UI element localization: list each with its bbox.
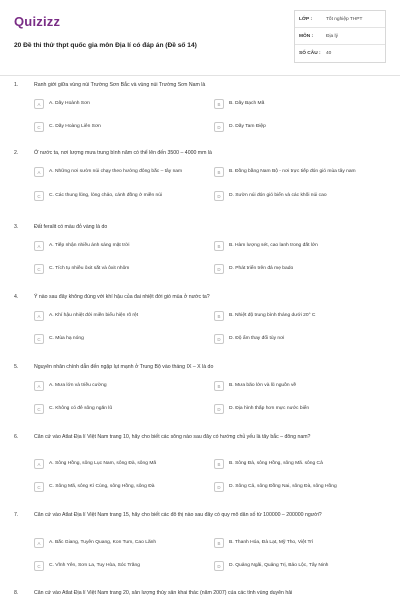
option-text: D. Dãy Tam Điệp xyxy=(229,123,266,129)
option-d[interactable] xyxy=(214,332,384,346)
option-a[interactable] xyxy=(34,536,214,550)
option-c[interactable] xyxy=(34,120,214,134)
option-letter: C xyxy=(34,482,44,492)
option-c[interactable] xyxy=(34,332,214,346)
option-letter: D xyxy=(214,264,224,274)
option-letter: C xyxy=(34,122,44,132)
meta-value: Tốt nghiệp THPT xyxy=(326,16,363,22)
quizizz-logo: Quizizz xyxy=(14,14,61,29)
option-letter: A xyxy=(34,311,44,321)
option-text: D. Sông Cả, sông Đồng Nai, sông Đà, sông Hồng xyxy=(229,483,337,489)
option-text: A. Mưa lớn và triều cường xyxy=(49,382,107,388)
meta-row-class xyxy=(295,11,385,28)
option-text: C. Dãy Hoàng Liên Sơn xyxy=(49,123,101,129)
option-text: D. Độ ẩm thay đổi tùy nơi xyxy=(229,335,285,341)
option-b[interactable] xyxy=(214,239,384,253)
option-letter: D xyxy=(214,122,224,132)
option-a[interactable] xyxy=(34,165,214,179)
option-letter: D xyxy=(214,482,224,492)
option-text: C. Vĩnh Yên, Sơn La, Tuy Hòa, Sóc Trăng xyxy=(49,562,140,568)
question-text: Căn cứ vào Atlat Địa lí Việt Nam trang 15, hãy cho biết các đô thị nào sau đây có quy mô dân số từ 100000 – 200000 người? xyxy=(34,512,322,518)
option-a[interactable] xyxy=(34,97,214,111)
option-letter: D xyxy=(214,191,224,201)
option-text: A. Bắc Giang, Tuyên Quang, Kon Tum, Cao Lãnh xyxy=(49,539,157,545)
question-number: 7. xyxy=(14,512,19,518)
option-text: C. Sông Mã, sông Kì Cùng, sông Hồng, sông Đà xyxy=(49,483,155,489)
option-d[interactable] xyxy=(214,189,384,203)
meta-table xyxy=(294,10,386,63)
option-letter: C xyxy=(34,561,44,571)
option-letter: B xyxy=(214,381,224,391)
option-letter: A xyxy=(34,459,44,469)
question-text: Căn cứ vào Atlat Địa lí Việt Nam trang 20, sản lượng thủy sản khai thác (năm 2007) của các tỉnh vùng duyên hải xyxy=(34,590,293,596)
meta-key: SỐ CÂU : xyxy=(299,51,321,56)
meta-row-count xyxy=(295,45,385,62)
header xyxy=(14,10,386,66)
meta-value: Địa lý xyxy=(326,33,338,39)
option-text: C. Mùa hạ nóng xyxy=(49,335,84,341)
option-letter: A xyxy=(34,381,44,391)
question-text: Ở nước ta, nơi lượng mưa trung bình năm có thể lên đến 3500 – 4000 mm là xyxy=(34,150,212,156)
option-text: B. Nhiệt độ trung bình tháng dưới 20° C xyxy=(229,312,316,318)
option-a[interactable] xyxy=(34,379,214,393)
option-text: B. Thanh Hóa, Đà Lạt, Mỹ Tho, Việt Trì xyxy=(229,539,314,545)
option-letter: A xyxy=(34,538,44,548)
option-letter: B xyxy=(214,167,224,177)
option-text: B. Dãy Bạch Mã xyxy=(229,100,265,106)
option-d[interactable] xyxy=(214,120,384,134)
question-text: Ranh giới giữa vùng núi Trường Sơn Bắc và vùng núi Trường Sơn Nam là xyxy=(34,82,206,88)
option-c[interactable] xyxy=(34,189,214,203)
question-number: 8. xyxy=(14,590,19,596)
option-d[interactable] xyxy=(214,402,384,416)
option-c[interactable] xyxy=(34,402,214,416)
option-text: C. Tích tụ nhiều ôxit sắt và ôxit nhôm xyxy=(49,265,130,271)
option-text: D. Quảng Ngãi, Quảng Trị, Bảo Lộc, Tây Ninh xyxy=(229,562,329,568)
option-b[interactable] xyxy=(214,97,384,111)
option-letter: A xyxy=(34,167,44,177)
option-letter: B xyxy=(214,311,224,321)
option-d[interactable] xyxy=(214,262,384,276)
option-letter: C xyxy=(34,191,44,201)
option-letter: D xyxy=(214,404,224,414)
option-a[interactable] xyxy=(34,309,214,323)
option-text: B. Đồng bằng Nam Bộ - nơi trực tiếp đón gió mùa tây nam xyxy=(229,168,356,174)
option-text: B. Sông Đà, sông Hồng, sông Mã. sông Cả xyxy=(229,460,323,466)
option-text: A. Khí hậu nhiệt đới miền biểu hiện rõ rệt xyxy=(49,312,139,318)
option-c[interactable] xyxy=(34,559,214,573)
option-text: A. Dãy Hoành Sơn xyxy=(49,100,90,106)
option-c[interactable] xyxy=(34,262,214,276)
option-text: C. Không có đê sông ngăn lũ xyxy=(49,405,113,411)
option-letter: B xyxy=(214,99,224,109)
option-b[interactable] xyxy=(214,536,384,550)
option-a[interactable] xyxy=(34,239,214,253)
question-text: Căn cứ vào Atlat Địa lí Việt Nam trang 10, hãy cho biết các sông nào sau đây có hướng chủ yếu là tây bắc – đông nam? xyxy=(34,434,311,440)
option-c[interactable] xyxy=(34,480,214,494)
option-letter: C xyxy=(34,404,44,414)
option-letter: C xyxy=(34,264,44,274)
document-title: 20 Đề thi thử thpt quốc gia môn Địa lí có đáp án (Đề số 14) xyxy=(14,42,197,49)
option-b[interactable] xyxy=(214,379,384,393)
option-text: A. Tiếp nhận nhiều ánh sáng mặt trời xyxy=(49,242,130,248)
question-text: Nguyên nhân chính dẫn đến ngập lụt mạnh ở Trung Bộ vào tháng IX – X là do xyxy=(34,364,214,370)
option-text: A. Sông Hồng, sông Lục Nam, sông Đà, sông Mã xyxy=(49,460,157,466)
meta-row-subject xyxy=(295,28,385,45)
option-text: C. Các thung lũng, lòng chảo, cánh đồng ở miền núi xyxy=(49,192,163,198)
option-text: B. Mưa bão lớn và lũ nguồn về xyxy=(229,382,297,388)
option-letter: D xyxy=(214,561,224,571)
header-divider xyxy=(0,75,400,76)
meta-value: 40 xyxy=(326,51,332,56)
option-text: D. Phát triển trên đá mẹ bado xyxy=(229,265,294,271)
option-letter: A xyxy=(34,99,44,109)
option-b[interactable] xyxy=(214,457,384,471)
option-text: D. Địa hình thấp hơn mực nước biển xyxy=(229,405,310,411)
question-number: 6. xyxy=(14,434,19,440)
option-b[interactable] xyxy=(214,165,384,179)
option-letter: C xyxy=(34,334,44,344)
option-text: D. Sườn núi đón gió biển và các khối núi cao xyxy=(229,192,327,198)
option-a[interactable] xyxy=(34,457,214,471)
option-letter: D xyxy=(214,334,224,344)
question-text: Ý nào sau đây không đúng với khí hậu của đai nhiệt đới gió mùa ở nước ta? xyxy=(34,294,210,300)
question-text: Đất feralit có màu đỏ vàng là do xyxy=(34,224,108,230)
option-letter: B xyxy=(214,459,224,469)
question-number: 2. xyxy=(14,150,19,156)
option-d[interactable] xyxy=(214,559,384,573)
question-number: 4. xyxy=(14,294,19,300)
option-text: A. Những nơi sườn núi chạy theo hướng đông bắc – tây nam xyxy=(49,168,183,174)
option-letter: B xyxy=(214,538,224,548)
option-letter: A xyxy=(34,241,44,251)
meta-key: MÔN : xyxy=(299,33,314,39)
meta-key: LỚP : xyxy=(299,16,313,22)
question-number: 3. xyxy=(14,224,19,230)
option-d[interactable] xyxy=(214,480,384,494)
question-number: 5. xyxy=(14,364,19,370)
option-b[interactable] xyxy=(214,309,384,323)
question-number: 1. xyxy=(14,82,19,88)
option-letter: B xyxy=(214,241,224,251)
option-text: B. Hàm lượng sét, cao lanh trong đất lớn xyxy=(229,242,318,248)
